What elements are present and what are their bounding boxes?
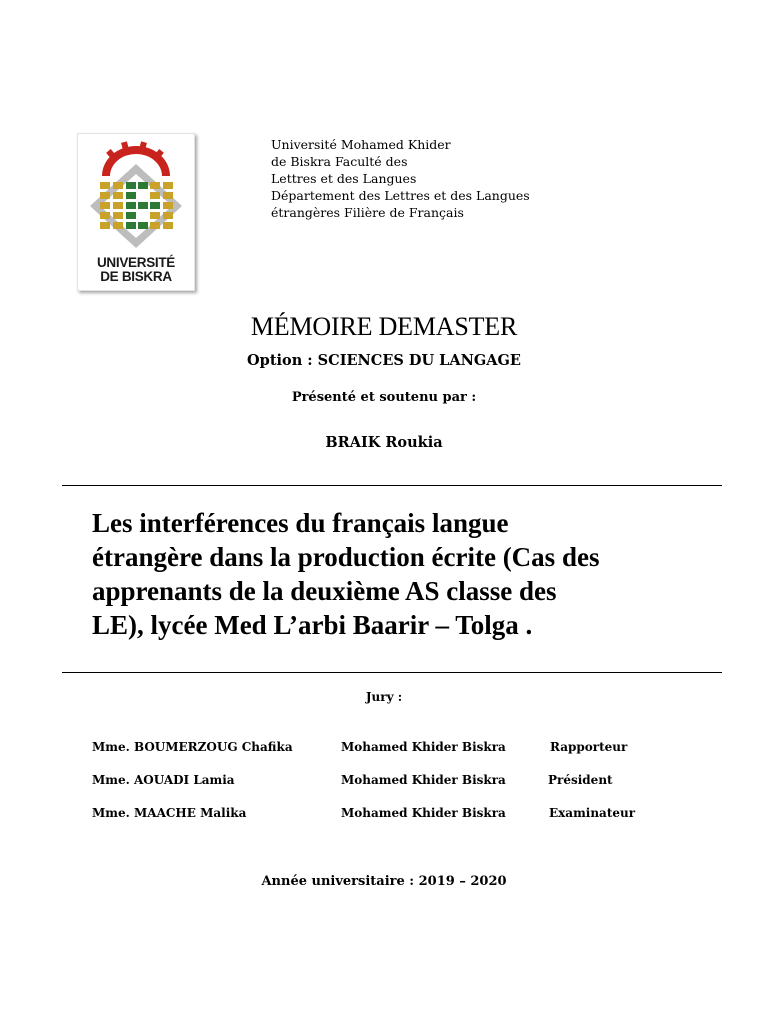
university-line: Université Mohamed Khider (271, 137, 451, 152)
university-logo (77, 133, 195, 291)
logo-emblem-icon (78, 134, 194, 254)
jury-member-role: Examinateur (549, 806, 636, 820)
logo-text-line2: DE BISKRA (100, 269, 172, 284)
thesis-title-line: apprenants de la deuxième AS classe des (92, 576, 557, 606)
university-line: étrangères Filière de Français (271, 205, 464, 220)
presented-by-label: Présenté et soutenu par : (291, 390, 477, 405)
jury-member-university: Mohamed Khider Biskra (341, 740, 506, 754)
bottom-divider (62, 672, 722, 673)
jury-member-role: Rapporteur (550, 740, 628, 754)
jury-member-role: Président (548, 773, 613, 787)
thesis-title-line: Les interférences du français langue (92, 508, 509, 538)
thesis-title-line: LE), lycée Med L’arbi Baarir – Tolga . (92, 610, 533, 640)
jury-member-name: Mme. BOUMERZOUG Chafika (92, 740, 293, 754)
jury-label: Jury : (365, 690, 403, 704)
jury-member-university: Mohamed Khider Biskra (341, 806, 506, 820)
jury-member-university: Mohamed Khider Biskra (341, 773, 506, 787)
thesis-title-line: étrangère dans la production écrite (Cas des (92, 542, 600, 572)
university-line: Lettres et des Langues (271, 171, 417, 186)
university-line: de Biskra Faculté des (271, 154, 408, 169)
logo-text-line1: UNIVERSITÉ (96, 255, 175, 270)
jury-member-name: Mme. MAACHE Malika (92, 806, 247, 820)
author-name: BRAIK Roukia (325, 434, 443, 451)
jury-member-name: Mme. AOUADI Lamia (92, 773, 235, 787)
top-divider (62, 485, 722, 486)
option-line: Option : SCIENCES DU LANGAGE (247, 352, 521, 369)
university-line: Département des Lettres et des Langues (271, 188, 530, 203)
memoire-title: MÉMOIRE DEMASTER (250, 312, 518, 341)
academic-year: Année universitaire : 2019 – 2020 (261, 874, 507, 889)
